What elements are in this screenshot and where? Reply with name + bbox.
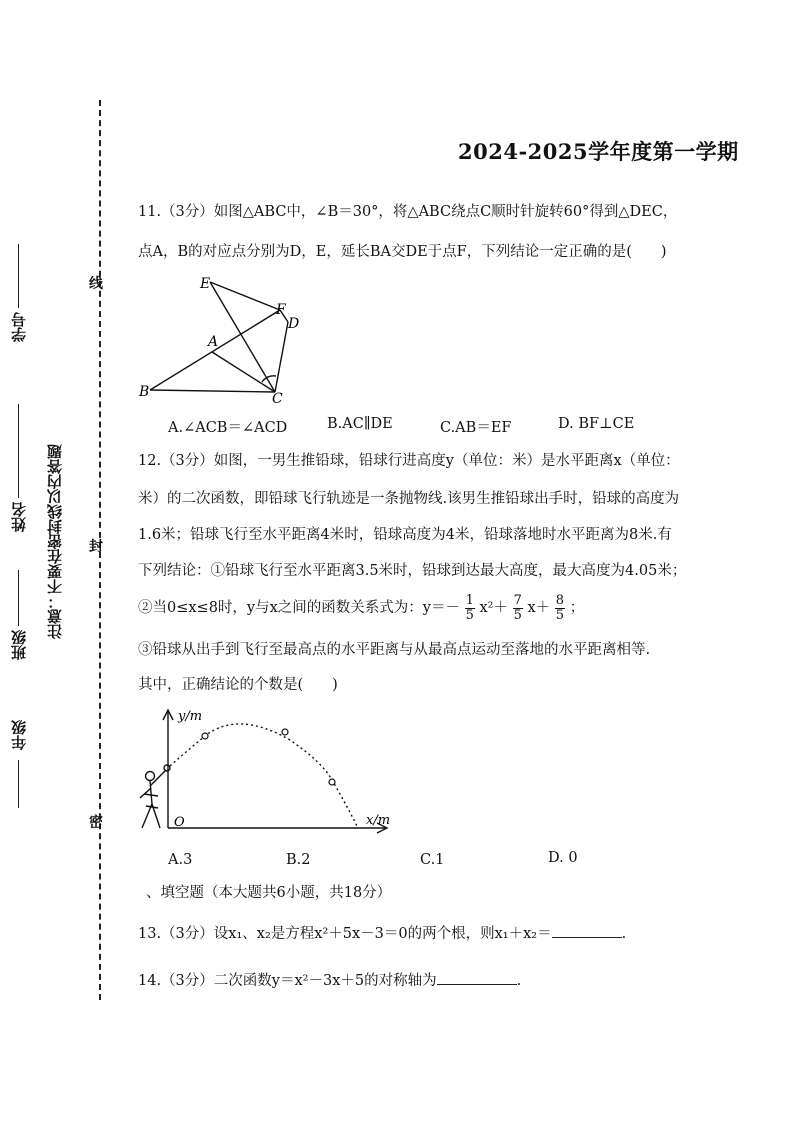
class-blank[interactable] [18, 570, 19, 626]
notice-text: 注意：不要在密封线以内答题 [46, 444, 64, 639]
q11-option-a[interactable]: A.∠ACB＝∠ACD [168, 420, 288, 436]
seal-mark-xian: 线 [89, 276, 103, 292]
q12-option-d[interactable]: D. 0 [548, 850, 578, 866]
q12-option-a[interactable]: A.3 [168, 852, 193, 868]
q12-shot-put-figure [130, 700, 410, 840]
q12-line5-prefix: ②当0≤x≤8时，y与x之间的函数关系式为：y＝－ [138, 600, 460, 617]
seal-mark-feng: 封 [89, 539, 103, 555]
q11-label-e: E [200, 276, 211, 292]
q13-answer-blank[interactable] [552, 925, 622, 938]
q12-option-c[interactable]: C.1 [420, 852, 445, 868]
exam-title: 2024-2025学年度第一学期 [458, 139, 739, 164]
q11-option-d[interactable]: D. BF⊥CE [558, 416, 635, 432]
q12-line2: 米）的二次函数，即铅球飞行轨迹是一条抛物线.该男生推铅球出手时，铅球的高度为 [138, 491, 680, 507]
q12-line5-tail: ； [569, 600, 585, 617]
q12-frac-3: $\frac{8}{5}$ [555, 593, 565, 623]
q12-line1: 12.（3分）如图，一男生推铅球，铅球行进高度y（单位：米）是水平距离x（单位： [138, 453, 680, 469]
q11-label-b: B [139, 384, 150, 400]
grade-blank[interactable] [18, 760, 19, 808]
q12-frac-2: $\frac{7}{5}$ [513, 593, 522, 623]
q12-line7: 其中，正确结论的个数是( ) [138, 677, 338, 693]
q14 [138, 972, 521, 990]
q11-label-f: F [276, 302, 286, 318]
class-label: 班级 [10, 630, 28, 660]
name-blank[interactable] [18, 404, 19, 498]
q12-x-axis-label: x/m [366, 813, 391, 828]
q14-answer-blank[interactable] [437, 972, 517, 985]
q12-frac-1: $\frac{1}{5}$ [465, 593, 474, 623]
q12-y-axis-label: y/m [178, 709, 203, 724]
student-no-label: 学号 [10, 312, 28, 342]
section2-title: 、填空题（本大题共6小题，共18分） [146, 885, 392, 901]
q13-tail: . [621, 926, 627, 942]
q12-line4: 下列结论：①铅球飞行至水平距离3.5米时，铅球到达最大高度，最大高度为4.05米； [138, 563, 687, 579]
q12-line6: ③铅球从出手到飞行至最高点的水平距离与从最高点运动至落地的水平距离相等. [138, 642, 651, 658]
q12-x2-term: x²＋ [479, 600, 508, 617]
q14-text: 14.（3分）二次函数y＝x²－3x＋5的对称轴为 [138, 973, 437, 989]
grade-label: 年级 [10, 720, 28, 750]
q11-line2: 点A，B的对应点分别为D，E，延长BA交DE于点F，下列结论一定正确的是( ) [138, 244, 667, 260]
athlete-icon [140, 765, 170, 828]
q11-option-b[interactable]: B.AC∥DE [327, 416, 393, 432]
q11-line1: 11.（3分）如图△ABC中，∠B＝30°，将△ABC绕点C顺时针旋转60°得到△DEC， [138, 204, 678, 220]
student-no-blank[interactable] [18, 244, 19, 308]
q12-line3: 1.6米；铅球飞行至水平距离4米时，铅球高度为4米，铅球落地时水平距离为8米.有 [138, 527, 672, 543]
q12-origin-label: O [174, 815, 185, 830]
q12-line5 [138, 594, 584, 622]
q14-tail: . [516, 973, 522, 989]
q11-option-c[interactable]: C.AB＝EF [440, 420, 512, 436]
q12-option-b[interactable]: B.2 [286, 852, 311, 868]
q13 [138, 925, 626, 943]
q13-text: 13.（3分）设x₁、x₂是方程x²＋5x－3＝0的两个根，则x₁＋x₂＝ [138, 926, 552, 942]
name-label: 姓名 [10, 502, 28, 532]
q11-label-c: C [272, 391, 283, 405]
q12-x-term: x＋ [527, 600, 551, 617]
q11-triangle-figure [130, 270, 320, 405]
seal-mark-mi: 密 [89, 815, 103, 831]
q11-label-a: A [208, 334, 219, 350]
q11-label-d: D [288, 316, 300, 332]
